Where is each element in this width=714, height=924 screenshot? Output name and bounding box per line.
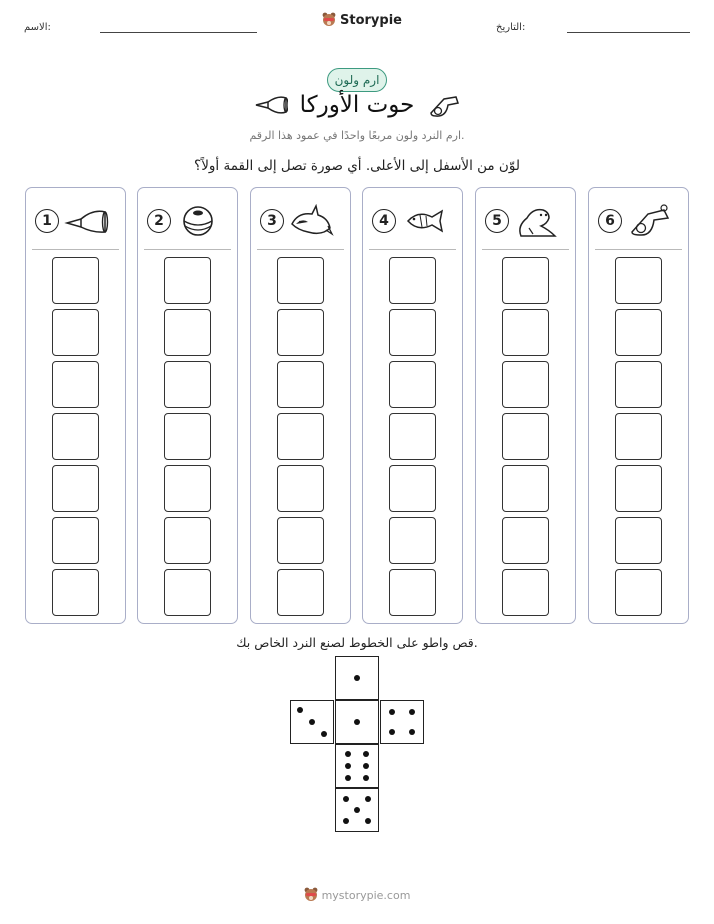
column-number: 2 (147, 209, 171, 233)
column-divider (369, 249, 456, 250)
dice-pip (345, 775, 351, 781)
name-line[interactable] (100, 32, 257, 33)
color-square[interactable] (277, 517, 324, 564)
color-square[interactable] (52, 257, 99, 304)
seal-icon (513, 204, 559, 238)
dice-instruction: قص واطو على الخطوط لصنع النرد الخاص بك. (236, 635, 478, 650)
horn-icon (63, 207, 109, 235)
color-square[interactable] (164, 517, 211, 564)
column-5 (475, 187, 576, 624)
dice-pip (345, 751, 351, 757)
dice-pip (297, 707, 303, 713)
color-square[interactable] (52, 413, 99, 460)
color-square[interactable] (389, 465, 436, 512)
dice-face-4 (380, 700, 424, 744)
dice-pip (363, 763, 369, 769)
dice-pip (321, 731, 327, 737)
column-2 (137, 187, 238, 624)
column-number: 4 (372, 209, 396, 233)
color-square[interactable] (52, 465, 99, 512)
page-title: حوت الأوركا (299, 92, 415, 118)
brand-logo (322, 12, 402, 28)
ball-icon (175, 205, 221, 237)
color-square[interactable] (389, 309, 436, 356)
dice-pip (365, 818, 371, 824)
date-label: التاريخ: (496, 22, 526, 33)
color-square[interactable] (52, 309, 99, 356)
dice-net (290, 656, 426, 836)
column-6 (588, 187, 689, 624)
column-4 (362, 187, 463, 624)
color-square[interactable] (389, 569, 436, 616)
color-square[interactable] (615, 361, 662, 408)
color-square[interactable] (389, 257, 436, 304)
brand-name: Storypie (340, 12, 402, 28)
column-divider (32, 249, 119, 250)
color-square[interactable] (164, 257, 211, 304)
dice-face-1 (335, 700, 379, 744)
bear-logo-icon (322, 12, 336, 28)
dice-face-6 (335, 744, 379, 788)
column-3 (250, 187, 351, 624)
color-square[interactable] (615, 517, 662, 564)
column-divider (595, 249, 682, 250)
column-number: 1 (35, 209, 59, 233)
dice-pip (365, 796, 371, 802)
dice-pip (409, 709, 415, 715)
color-square[interactable] (164, 569, 211, 616)
color-square[interactable] (164, 309, 211, 356)
color-square[interactable] (277, 309, 324, 356)
dice-pip (363, 775, 369, 781)
color-square[interactable] (502, 361, 549, 408)
name-label: الاسم: (24, 22, 51, 33)
dice-pip (409, 729, 415, 735)
whistle-icon (626, 204, 672, 238)
dice-pip (354, 719, 360, 725)
color-square[interactable] (52, 517, 99, 564)
date-line[interactable] (567, 32, 690, 33)
color-square[interactable] (164, 361, 211, 408)
column-divider (144, 249, 231, 250)
color-square[interactable] (277, 361, 324, 408)
dice-pip (354, 675, 360, 681)
color-square[interactable] (615, 569, 662, 616)
column-number: 6 (598, 209, 622, 233)
footer-site: mystorypie.com (321, 888, 411, 902)
dice-pip (354, 807, 360, 813)
color-square[interactable] (615, 257, 662, 304)
color-square[interactable] (615, 413, 662, 460)
color-square[interactable] (52, 569, 99, 616)
column-number: 3 (260, 209, 284, 233)
color-square[interactable] (277, 465, 324, 512)
whistle-icon (428, 93, 460, 119)
color-square[interactable] (277, 257, 324, 304)
color-square[interactable] (389, 517, 436, 564)
dice-pip (389, 709, 395, 715)
color-square[interactable] (389, 413, 436, 460)
footer (0, 887, 714, 903)
dice-pip (343, 796, 349, 802)
dice-face-5 (335, 788, 379, 832)
color-square[interactable] (502, 569, 549, 616)
dice-pip (389, 729, 395, 735)
color-square[interactable] (502, 465, 549, 512)
column-divider (482, 249, 569, 250)
instruction: لوّن من الأسفل إلى الأعلى. أي صورة تصل إلى القمة أولاً؟ (194, 158, 520, 174)
dice-face-1 (335, 656, 379, 700)
color-square[interactable] (164, 413, 211, 460)
column-divider (257, 249, 344, 250)
fish-icon (400, 207, 446, 235)
dice-face-3 (290, 700, 334, 744)
color-square[interactable] (277, 413, 324, 460)
color-square[interactable] (502, 257, 549, 304)
color-square[interactable] (615, 465, 662, 512)
color-square[interactable] (502, 517, 549, 564)
column-1 (25, 187, 126, 624)
color-square[interactable] (164, 465, 211, 512)
dice-pip (345, 763, 351, 769)
dice-pip (363, 751, 369, 757)
color-square[interactable] (615, 309, 662, 356)
dice-pip (309, 719, 315, 725)
color-square[interactable] (389, 361, 436, 408)
bear-logo-icon (304, 887, 318, 903)
subtitle: ارم النرد ولون مربعًا واحدًا في عمود هذا الرقم. (249, 129, 465, 142)
dice-pip (343, 818, 349, 824)
color-square[interactable] (502, 309, 549, 356)
activity-tag: ارم ولون (327, 68, 387, 92)
column-number: 5 (485, 209, 509, 233)
color-square[interactable] (502, 413, 549, 460)
color-square[interactable] (52, 361, 99, 408)
color-square[interactable] (277, 569, 324, 616)
orca-icon (288, 204, 334, 238)
